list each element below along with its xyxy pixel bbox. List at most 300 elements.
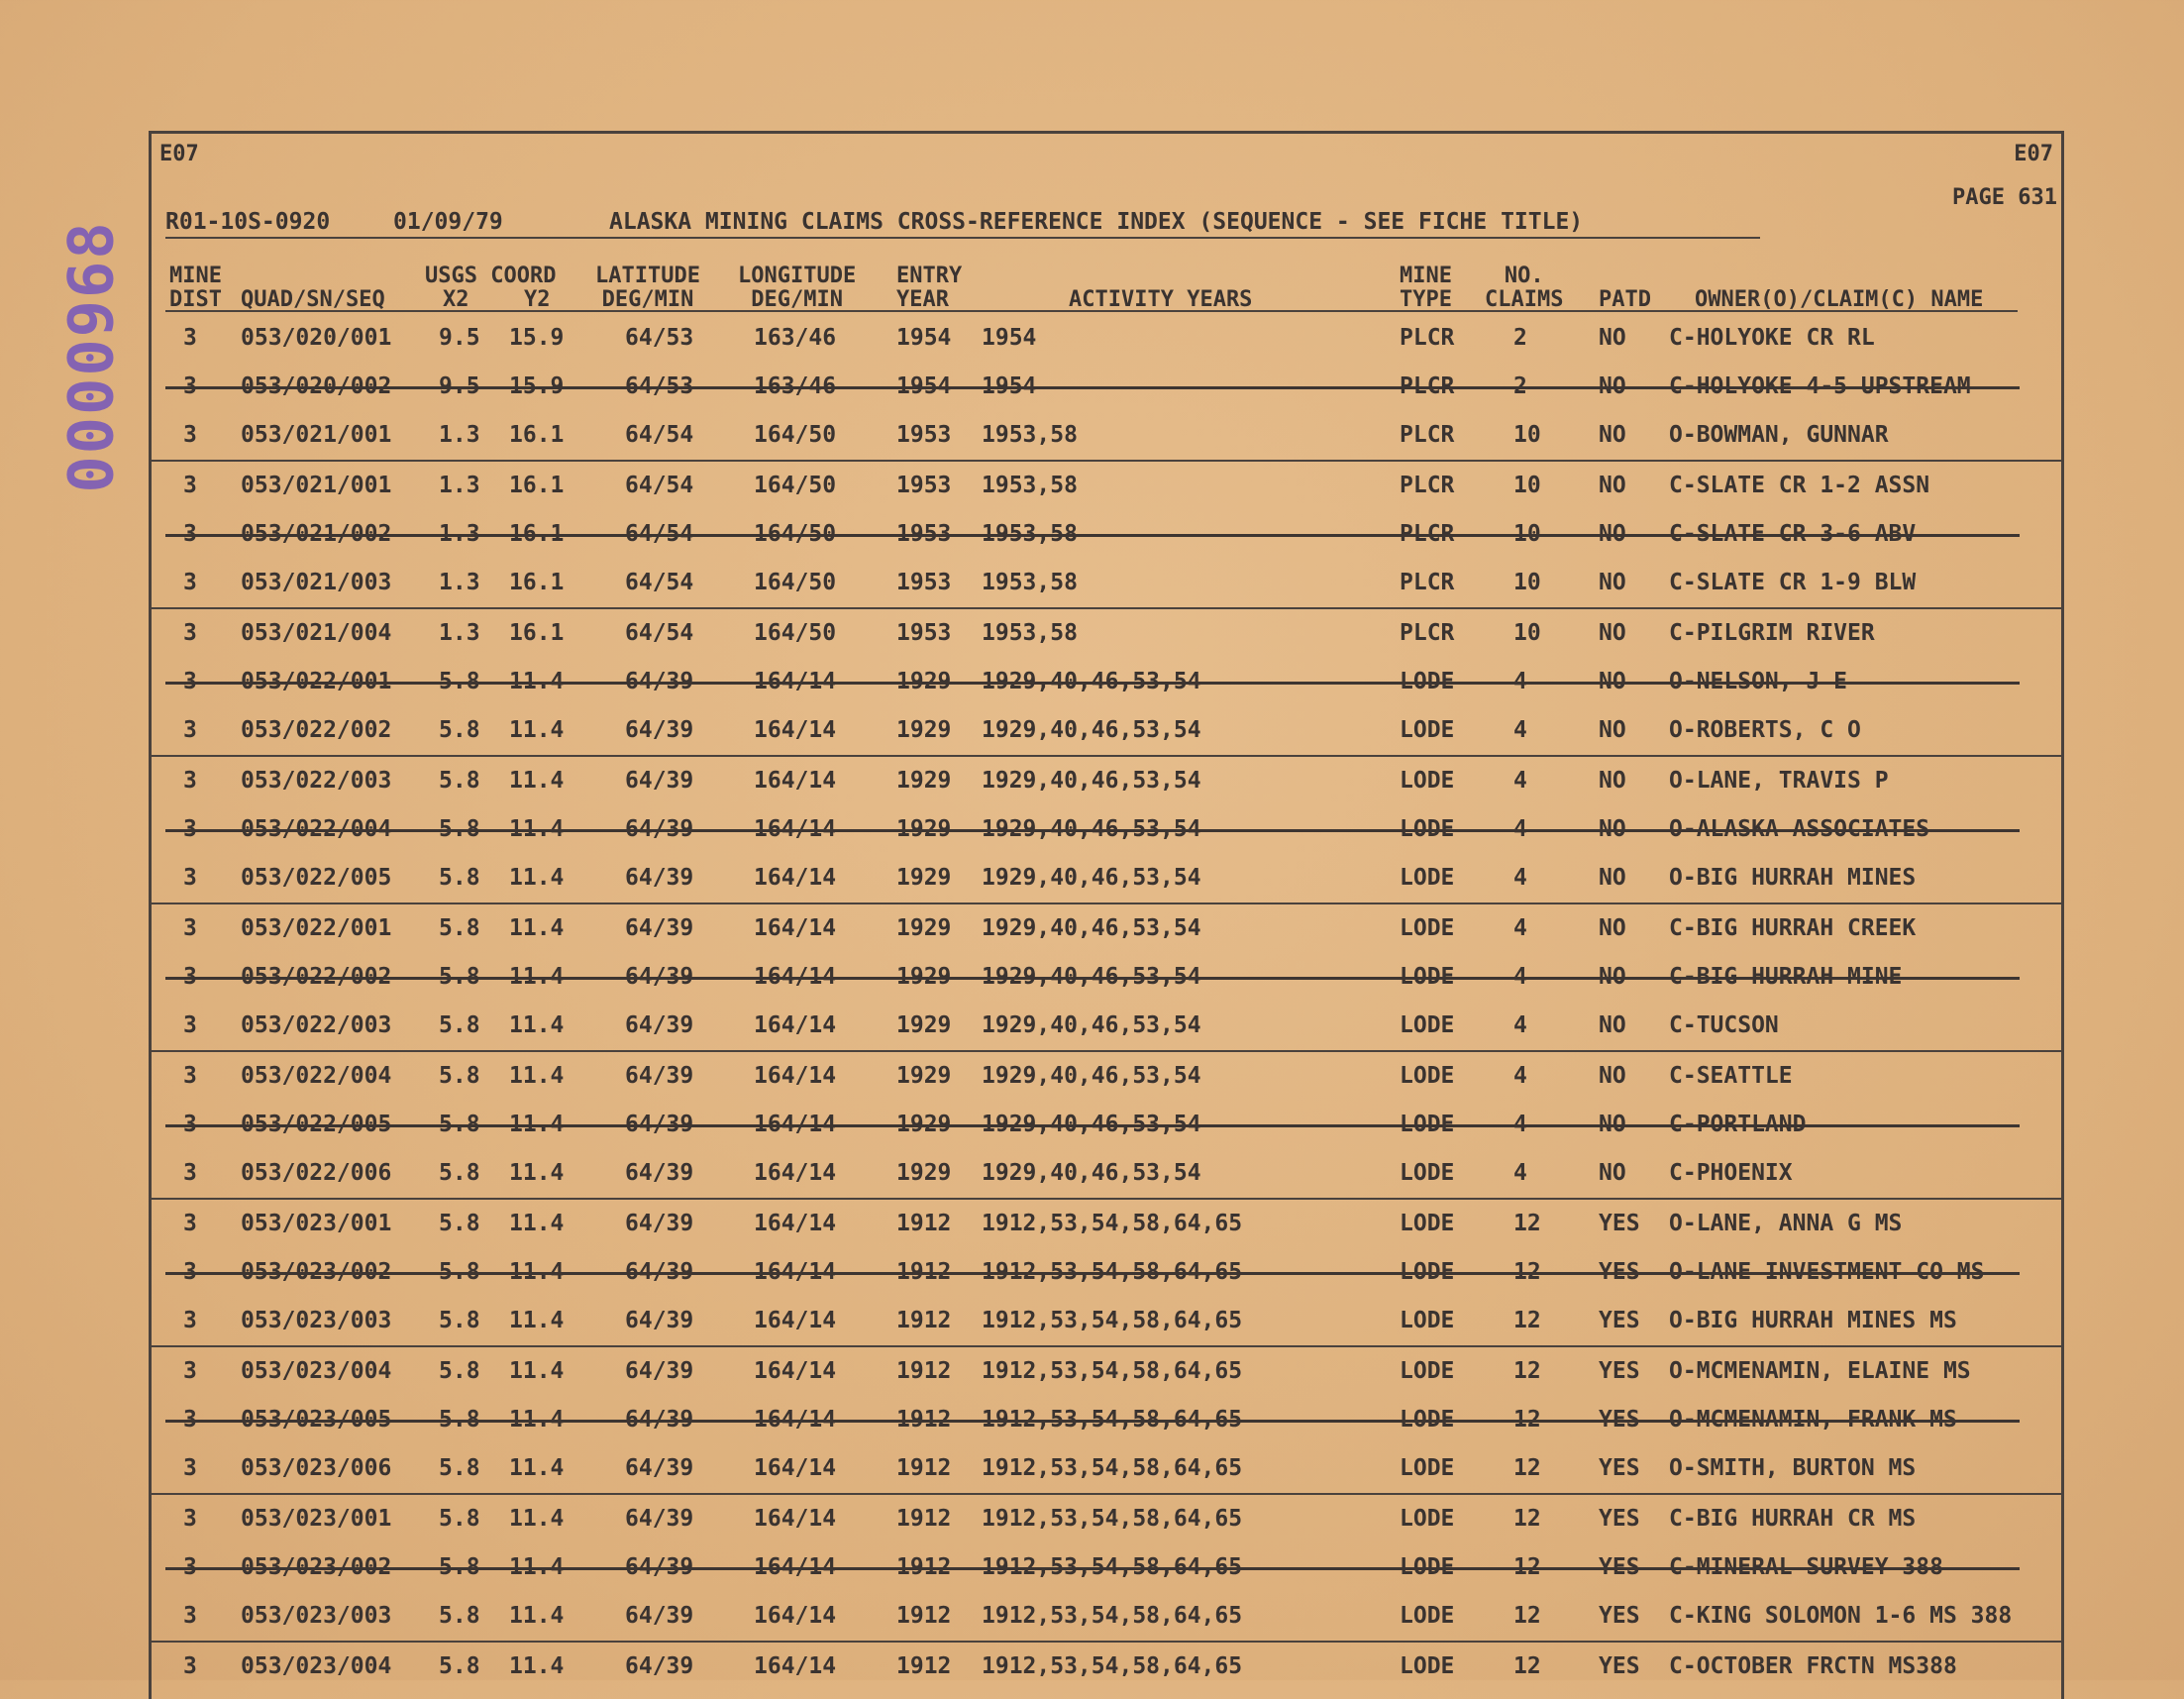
cell-x2: 5.8 [439, 1603, 480, 1629]
cell-mine-type: LODE [1400, 964, 1455, 990]
cell-no-claims: 4 [1513, 1160, 1527, 1186]
cell-mine-dist: 3 [183, 1308, 197, 1333]
table-row [152, 706, 2061, 757]
cell-patd: NO [1599, 717, 1626, 743]
cell-patd: YES [1599, 1506, 1640, 1532]
cell-quad-sn-seq: 053/023/004 [241, 1653, 392, 1679]
cell-latitude: 64/53 [625, 373, 694, 399]
column-header-rule [165, 310, 2018, 312]
cell-mine-type: LODE [1400, 1112, 1455, 1137]
cell-no-claims: 4 [1513, 717, 1527, 743]
col-latitude [595, 265, 700, 312]
cell-no-claims: 12 [1513, 1308, 1541, 1333]
cell-x2: 5.8 [439, 669, 480, 694]
cell-owner-claim-name: C-KING SOLOMON 1-6 MS 388 [1669, 1603, 2013, 1629]
cell-no-claims: 4 [1513, 768, 1527, 794]
cell-activity-years: 1953,58 [982, 521, 1078, 547]
cell-quad-sn-seq: 053/022/005 [241, 865, 392, 891]
table-row [152, 1200, 2061, 1248]
cell-activity-years: 1912,53,54,58,64,65 [982, 1259, 1243, 1285]
cell-quad-sn-seq: 053/020/002 [241, 373, 392, 399]
cell-owner-claim-name: O-BIG HURRAH MINES [1669, 865, 1917, 891]
cell-entry-year: 1912 [896, 1211, 952, 1236]
cell-quad-sn-seq: 053/022/003 [241, 1012, 392, 1038]
cell-x2: 5.8 [439, 717, 480, 743]
cell-mine-type: LODE [1400, 1554, 1455, 1580]
cell-quad-sn-seq: 053/021/002 [241, 521, 392, 547]
cell-y2: 11.4 [509, 816, 565, 842]
cell-latitude: 64/39 [625, 964, 694, 990]
cell-latitude: 64/39 [625, 1603, 694, 1629]
cell-activity-years: 1929,40,46,53,54 [982, 816, 1201, 842]
cell-latitude: 64/39 [625, 1653, 694, 1679]
cell-latitude: 64/39 [625, 915, 694, 941]
cell-entry-year: 1953 [896, 620, 952, 646]
cell-activity-years: 1929,40,46,53,54 [982, 1063, 1201, 1089]
cell-y2: 11.4 [509, 768, 565, 794]
col-mine-dist-line2: DIST [169, 287, 222, 312]
fiche-stamp-number: 0000968 [54, 220, 128, 493]
report-date: 01/09/79 [393, 209, 503, 235]
cell-entry-year: 1912 [896, 1603, 952, 1629]
cell-mine-type: LODE [1400, 1063, 1455, 1089]
table-row [152, 1396, 2061, 1444]
cell-mine-type: LODE [1400, 1653, 1455, 1679]
cell-no-claims: 12 [1513, 1506, 1541, 1532]
cell-mine-type: LODE [1400, 717, 1455, 743]
col-no-claims [1485, 265, 1563, 312]
cell-patd: NO [1599, 521, 1626, 547]
cell-no-claims: 10 [1513, 521, 1541, 547]
cell-quad-sn-seq: 053/022/004 [241, 816, 392, 842]
cell-x2: 5.8 [439, 865, 480, 891]
cell-x2: 5.8 [439, 1160, 480, 1186]
cell-mine-dist: 3 [183, 373, 197, 399]
cell-mine-dist: 3 [183, 1259, 197, 1285]
table-row [152, 1444, 2061, 1495]
fiche-stamp [52, 168, 131, 545]
cell-latitude: 64/39 [625, 1112, 694, 1137]
cell-y2: 11.4 [509, 1160, 565, 1186]
cell-latitude: 64/39 [625, 669, 694, 694]
col-x2: X2 [443, 287, 469, 312]
cell-longitude: 164/14 [754, 1554, 837, 1580]
cell-x2: 5.8 [439, 1012, 480, 1038]
cell-latitude: 64/39 [625, 816, 694, 842]
cell-entry-year: 1929 [896, 816, 952, 842]
cell-latitude: 64/39 [625, 1554, 694, 1580]
cell-no-claims: 4 [1513, 915, 1527, 941]
cell-owner-claim-name: C-PHOENIX [1669, 1160, 1793, 1186]
cell-mine-dist: 3 [183, 1653, 197, 1679]
cell-entry-year: 1954 [896, 325, 952, 351]
cell-mine-type: PLCR [1400, 570, 1455, 595]
cell-quad-sn-seq: 053/023/001 [241, 1506, 392, 1532]
cell-owner-claim-name: C-SLATE CR 3-6 ABV [1669, 521, 1917, 547]
claims-table-body [152, 314, 2061, 1691]
cell-no-claims: 4 [1513, 1112, 1527, 1137]
col-mine-type-line2: TYPE [1400, 287, 1452, 312]
cell-patd: NO [1599, 915, 1626, 941]
cell-quad-sn-seq: 053/023/005 [241, 1407, 392, 1433]
cell-y2: 16.1 [509, 521, 565, 547]
cell-mine-dist: 3 [183, 620, 197, 646]
cell-no-claims: 2 [1513, 373, 1527, 399]
cell-x2: 1.3 [439, 422, 480, 448]
cell-owner-claim-name: O-LANE INVESTMENT CO MS [1669, 1259, 1985, 1285]
cell-x2: 5.8 [439, 1308, 480, 1333]
col-latitude-line2: DEG/MIN [601, 287, 694, 312]
cell-no-claims: 10 [1513, 570, 1541, 595]
cell-y2: 11.4 [509, 1211, 565, 1236]
cell-owner-claim-name: C-SEATTLE [1669, 1063, 1793, 1089]
cell-x2: 5.8 [439, 1112, 480, 1137]
cell-y2: 11.4 [509, 1506, 565, 1532]
cell-longitude: 164/14 [754, 1653, 837, 1679]
cell-patd: YES [1599, 1358, 1640, 1384]
cell-owner-claim-name: O-ROBERTS, C O [1669, 717, 1861, 743]
table-row [152, 559, 2061, 609]
cell-entry-year: 1953 [896, 521, 952, 547]
cell-x2: 5.8 [439, 1455, 480, 1481]
table-row [152, 904, 2061, 953]
cell-longitude: 164/14 [754, 1259, 837, 1285]
cell-owner-claim-name: O-BOWMAN, GUNNAR [1669, 422, 1889, 448]
cell-activity-years: 1929,40,46,53,54 [982, 717, 1201, 743]
cell-y2: 11.4 [509, 1455, 565, 1481]
cell-activity-years: 1912,53,54,58,64,65 [982, 1653, 1243, 1679]
cell-mine-dist: 3 [183, 1603, 197, 1629]
cell-mine-type: PLCR [1400, 620, 1455, 646]
cell-mine-type: LODE [1400, 1160, 1455, 1186]
cell-mine-dist: 3 [183, 1063, 197, 1089]
col-patd: PATD [1599, 287, 1651, 312]
cell-entry-year: 1912 [896, 1455, 952, 1481]
cell-no-claims: 2 [1513, 325, 1527, 351]
cell-x2: 5.8 [439, 1063, 480, 1089]
col-usgs-title: USGS COORD [425, 264, 557, 288]
table-row [152, 1002, 2061, 1052]
cell-latitude: 64/39 [625, 1211, 694, 1236]
cell-latitude: 64/39 [625, 1455, 694, 1481]
cell-longitude: 164/14 [754, 964, 837, 990]
cell-mine-type: PLCR [1400, 521, 1455, 547]
cell-patd: NO [1599, 768, 1626, 794]
cell-no-claims: 4 [1513, 865, 1527, 891]
cell-x2: 5.8 [439, 1358, 480, 1384]
cell-no-claims: 12 [1513, 1211, 1541, 1236]
cell-longitude: 164/14 [754, 1112, 837, 1137]
cell-patd: YES [1599, 1407, 1640, 1433]
col-y2: Y2 [524, 287, 551, 312]
cell-activity-years: 1953,58 [982, 620, 1078, 646]
cell-y2: 11.4 [509, 915, 565, 941]
cell-patd: NO [1599, 1112, 1626, 1137]
cell-patd: NO [1599, 620, 1626, 646]
cell-latitude: 64/54 [625, 422, 694, 448]
cell-activity-years: 1912,53,54,58,64,65 [982, 1211, 1243, 1236]
cell-no-claims: 4 [1513, 669, 1527, 694]
cell-owner-claim-name: O-BIG HURRAH MINES MS [1669, 1308, 1957, 1333]
cell-mine-type: LODE [1400, 1308, 1455, 1333]
cell-owner-claim-name: O-NELSON, J E [1669, 669, 1848, 694]
cell-owner-claim-name: C-PILGRIM RIVER [1669, 620, 1875, 646]
cell-longitude: 164/14 [754, 768, 837, 794]
table-row [152, 510, 2061, 559]
cell-patd: NO [1599, 373, 1626, 399]
header-rule [165, 237, 1760, 239]
table-row [152, 1101, 2061, 1149]
cell-patd: NO [1599, 964, 1626, 990]
cell-no-claims: 10 [1513, 422, 1541, 448]
cell-latitude: 64/39 [625, 1308, 694, 1333]
cell-owner-claim-name: O-ALASKA ASSOCIATES [1669, 816, 1930, 842]
cell-mine-dist: 3 [183, 915, 197, 941]
cell-y2: 11.4 [509, 1259, 565, 1285]
cell-patd: YES [1599, 1259, 1640, 1285]
cell-patd: YES [1599, 1554, 1640, 1580]
cell-x2: 1.3 [439, 473, 480, 498]
cell-longitude: 164/14 [754, 1455, 837, 1481]
cell-no-claims: 12 [1513, 1455, 1541, 1481]
cell-mine-dist: 3 [183, 1112, 197, 1137]
cell-activity-years: 1929,40,46,53,54 [982, 1012, 1201, 1038]
cell-longitude: 164/50 [754, 521, 837, 547]
cell-owner-claim-name: C-HOLYOKE CR RL [1669, 325, 1875, 351]
cell-latitude: 64/54 [625, 473, 694, 498]
cell-activity-years: 1912,53,54,58,64,65 [982, 1308, 1243, 1333]
cell-entry-year: 1929 [896, 1063, 952, 1089]
table-row [152, 658, 2061, 706]
corner-code-left: E07 [159, 142, 199, 166]
col-longitude-line1: LONGITUDE [738, 264, 857, 288]
cell-x2: 1.3 [439, 570, 480, 595]
cell-y2: 11.4 [509, 1063, 565, 1089]
cell-activity-years: 1929,40,46,53,54 [982, 964, 1201, 990]
cell-patd: YES [1599, 1211, 1640, 1236]
table-row [152, 1347, 2061, 1396]
cell-y2: 15.9 [509, 373, 565, 399]
col-longitude [738, 265, 856, 312]
cell-mine-type: LODE [1400, 1012, 1455, 1038]
cell-x2: 5.8 [439, 1554, 480, 1580]
cell-patd: NO [1599, 865, 1626, 891]
cell-longitude: 164/14 [754, 1506, 837, 1532]
cell-entry-year: 1953 [896, 570, 952, 595]
cell-quad-sn-seq: 053/022/006 [241, 1160, 392, 1186]
table-row [152, 1052, 2061, 1101]
table-row [152, 1643, 2061, 1691]
cell-quad-sn-seq: 053/021/004 [241, 620, 392, 646]
cell-mine-dist: 3 [183, 669, 197, 694]
cell-activity-years: 1929,40,46,53,54 [982, 865, 1201, 891]
cell-entry-year: 1912 [896, 1554, 952, 1580]
cell-latitude: 64/39 [625, 1506, 694, 1532]
cell-x2: 5.8 [439, 915, 480, 941]
cell-no-claims: 12 [1513, 1554, 1541, 1580]
cell-y2: 11.4 [509, 1112, 565, 1137]
cell-x2: 5.8 [439, 816, 480, 842]
cell-quad-sn-seq: 053/022/001 [241, 669, 392, 694]
col-entry-year-line2: YEAR [896, 287, 949, 312]
cell-activity-years: 1953,58 [982, 570, 1078, 595]
cell-latitude: 64/39 [625, 1063, 694, 1089]
cell-no-claims: 4 [1513, 1012, 1527, 1038]
cell-owner-claim-name: O-LANE, ANNA G MS [1669, 1211, 1903, 1236]
cell-y2: 11.4 [509, 1554, 565, 1580]
table-row [152, 314, 2061, 363]
cell-mine-type: LODE [1400, 768, 1455, 794]
cell-entry-year: 1929 [896, 669, 952, 694]
cell-mine-type: LODE [1400, 1603, 1455, 1629]
col-mine-type-line1: MINE [1400, 264, 1452, 288]
cell-mine-type: LODE [1400, 915, 1455, 941]
col-entry-year [896, 265, 962, 312]
cell-latitude: 64/54 [625, 521, 694, 547]
cell-no-claims: 4 [1513, 816, 1527, 842]
cell-mine-dist: 3 [183, 1407, 197, 1433]
cell-quad-sn-seq: 053/022/002 [241, 717, 392, 743]
cell-owner-claim-name: C-BIG HURRAH CREEK [1669, 915, 1917, 941]
col-mine-type [1400, 265, 1452, 312]
col-no-claims-line1: NO. [1504, 264, 1544, 288]
table-row [152, 1149, 2061, 1200]
cell-entry-year: 1912 [896, 1259, 952, 1285]
cell-mine-type: PLCR [1400, 473, 1455, 498]
cell-quad-sn-seq: 053/022/001 [241, 915, 392, 941]
cell-activity-years: 1912,53,54,58,64,65 [982, 1506, 1243, 1532]
cell-longitude: 164/14 [754, 816, 837, 842]
cell-activity-years: 1929,40,46,53,54 [982, 915, 1201, 941]
table-row [152, 1248, 2061, 1297]
table-row [152, 805, 2061, 854]
cell-longitude: 164/14 [754, 865, 837, 891]
cell-mine-dist: 3 [183, 1506, 197, 1532]
table-row [152, 1592, 2061, 1643]
cell-activity-years: 1953,58 [982, 473, 1078, 498]
cell-x2: 9.5 [439, 373, 480, 399]
cell-latitude: 64/54 [625, 570, 694, 595]
cell-longitude: 164/14 [754, 669, 837, 694]
cell-mine-type: PLCR [1400, 373, 1455, 399]
cell-no-claims: 12 [1513, 1407, 1541, 1433]
cell-entry-year: 1954 [896, 373, 952, 399]
cell-mine-type: LODE [1400, 1506, 1455, 1532]
cell-owner-claim-name: C-MINERAL SURVEY 388 [1669, 1554, 1943, 1580]
cell-patd: NO [1599, 669, 1626, 694]
cell-owner-claim-name: C-PORTLAND [1669, 1112, 1807, 1137]
col-usgs-sub [425, 288, 556, 312]
table-row [152, 1297, 2061, 1347]
cell-longitude: 163/46 [754, 373, 837, 399]
cell-no-claims: 4 [1513, 1063, 1527, 1089]
cell-y2: 11.4 [509, 865, 565, 891]
cell-latitude: 64/39 [625, 1358, 694, 1384]
cell-mine-dist: 3 [183, 325, 197, 351]
cell-x2: 5.8 [439, 1407, 480, 1433]
cell-patd: NO [1599, 422, 1626, 448]
cell-mine-type: LODE [1400, 816, 1455, 842]
cell-patd: NO [1599, 570, 1626, 595]
cell-patd: YES [1599, 1603, 1640, 1629]
cell-longitude: 164/14 [754, 1407, 837, 1433]
col-mine-dist-line1: MINE [169, 264, 222, 288]
cell-longitude: 163/46 [754, 325, 837, 351]
cell-entry-year: 1953 [896, 422, 952, 448]
table-row [152, 363, 2061, 411]
cell-activity-years: 1912,53,54,58,64,65 [982, 1358, 1243, 1384]
cell-y2: 11.4 [509, 1308, 565, 1333]
cell-activity-years: 1954 [982, 373, 1037, 399]
cell-quad-sn-seq: 053/023/001 [241, 1211, 392, 1236]
cell-quad-sn-seq: 053/023/003 [241, 1308, 392, 1333]
cell-mine-dist: 3 [183, 1211, 197, 1236]
col-activity-years: ACTIVITY YEARS [1069, 287, 1253, 312]
cell-activity-years: 1954 [982, 325, 1037, 351]
cell-entry-year: 1929 [896, 964, 952, 990]
cell-longitude: 164/50 [754, 620, 837, 646]
cell-latitude: 64/53 [625, 325, 694, 351]
cell-y2: 16.1 [509, 620, 565, 646]
cell-mine-dist: 3 [183, 473, 197, 498]
cell-latitude: 64/39 [625, 1012, 694, 1038]
cell-y2: 11.4 [509, 1358, 565, 1384]
cell-latitude: 64/39 [625, 1259, 694, 1285]
cell-mine-type: LODE [1400, 1211, 1455, 1236]
cell-mine-dist: 3 [183, 521, 197, 547]
cell-quad-sn-seq: 053/023/002 [241, 1259, 392, 1285]
cell-quad-sn-seq: 053/023/006 [241, 1455, 392, 1481]
table-row [152, 854, 2061, 904]
cell-quad-sn-seq: 053/022/002 [241, 964, 392, 990]
cell-y2: 11.4 [509, 1407, 565, 1433]
cell-entry-year: 1912 [896, 1653, 952, 1679]
cell-latitude: 64/39 [625, 1407, 694, 1433]
col-usgs [425, 265, 556, 312]
cell-activity-years: 1912,53,54,58,64,65 [982, 1455, 1243, 1481]
cell-x2: 5.8 [439, 1259, 480, 1285]
cell-mine-dist: 3 [183, 964, 197, 990]
cell-entry-year: 1953 [896, 473, 952, 498]
cell-longitude: 164/14 [754, 1012, 837, 1038]
cell-mine-dist: 3 [183, 717, 197, 743]
cell-activity-years: 1929,40,46,53,54 [982, 768, 1201, 794]
cell-longitude: 164/14 [754, 1358, 837, 1384]
cell-patd: NO [1599, 1160, 1626, 1186]
cell-mine-dist: 3 [183, 816, 197, 842]
cell-x2: 5.8 [439, 1211, 480, 1236]
cell-y2: 16.1 [509, 422, 565, 448]
cell-activity-years: 1912,53,54,58,64,65 [982, 1603, 1243, 1629]
cell-patd: NO [1599, 473, 1626, 498]
cell-patd: NO [1599, 816, 1626, 842]
cell-x2: 5.8 [439, 1653, 480, 1679]
cell-owner-claim-name: O-LANE, TRAVIS P [1669, 768, 1889, 794]
cell-entry-year: 1929 [896, 915, 952, 941]
cell-entry-year: 1912 [896, 1506, 952, 1532]
cell-mine-dist: 3 [183, 865, 197, 891]
cell-patd: NO [1599, 1063, 1626, 1089]
report-title: ALASKA MINING CLAIMS CROSS-REFERENCE INDEX (SEQUENCE - SEE FICHE TITLE) [609, 209, 1584, 235]
cell-owner-claim-name: C-BIG HURRAH CR MS [1669, 1506, 1917, 1532]
table-row [152, 1495, 2061, 1543]
cell-y2: 11.4 [509, 717, 565, 743]
cell-latitude: 64/39 [625, 717, 694, 743]
cell-latitude: 64/39 [625, 768, 694, 794]
cell-patd: YES [1599, 1455, 1640, 1481]
cell-owner-claim-name: O-MCMENAMIN, ELAINE MS [1669, 1358, 1971, 1384]
cell-quad-sn-seq: 053/021/001 [241, 473, 392, 498]
